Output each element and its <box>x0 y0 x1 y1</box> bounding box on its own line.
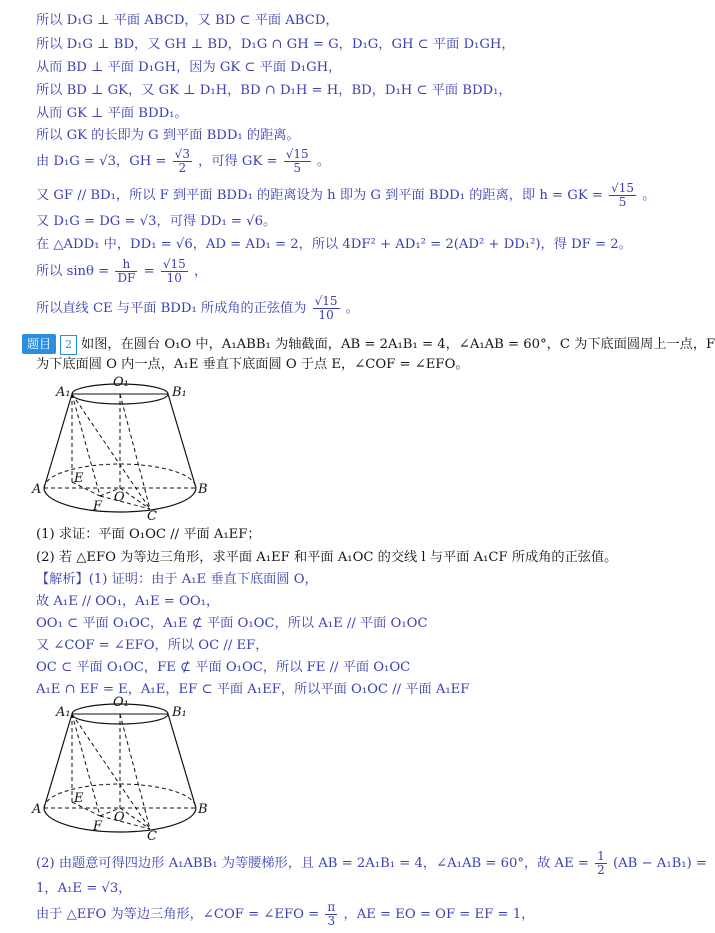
part2-line1: (2) 由题意可得四边形 A₁ABB₁ 为等腰梯形，且 AB = 2A₁B₁ = 4，∠A₁AB = 60°，故 AE = $\frac{1}{2}$ (AB − A₁B₁) = <box>36 849 707 877</box>
solution-line: 所以 D₁G ⊥ 平面 ABCD，又 BD ⊂ 平面 ABCD， <box>36 13 339 28</box>
solution-line: 所以 GK 的长即为 G 到平面 BDD₁ 的距离。 <box>36 128 300 143</box>
part2-line2: 1，A₁E = √3， <box>36 881 132 896</box>
part2-line3: 由于 △EFO 为等边三角形，∠COF = ∠EFO = $\frac{\pi}{3}$ ，AE = EO = OF = EF = 1， <box>36 900 535 928</box>
problem-tag: 题目 <box>22 334 56 354</box>
solution-line: 所以 BD ⊥ GK，又 GK ⊥ D₁H，BD ∩ D₁H = H，BD，D₁H ⊂ 平面 BDD₁， <box>36 83 512 98</box>
svg-text:E: E <box>74 471 84 486</box>
svg-text:A₁: A₁ <box>56 385 71 400</box>
svg-text:B: B <box>198 802 208 817</box>
solution-line-h: 又 GF // BD₁，所以 F 到平面 BDD₁ 的距离设为 h 即为 G 到平面 BDD₁ 的距离，即 h = GK = $\frac{√15}{5}$ 。 <box>36 181 656 209</box>
svg-text:B₁: B₁ <box>172 385 187 400</box>
solution-line: 又 D₁G = DG = √3，可得 DD₁ = √6。 <box>36 214 277 229</box>
problem-statement-line2: 为下底面圆 O 内一点，A₁E 垂直下底面圆 O 于点 E，∠COF = ∠EFO。 <box>36 357 469 372</box>
problem-number: 2 <box>60 335 77 355</box>
svg-text:O: O <box>114 490 125 505</box>
solution-line-sin: 所以 sinθ = $\frac{h}{DF}$ = $\frac{√15}{10}$ ， <box>36 257 208 285</box>
question-2: (2) 若 △EFO 为等边三角形，求平面 A₁EF 和平面 A₁OC 的交线 l 与平面 A₁CF 所成角的正弦值。 <box>36 550 618 565</box>
svg-text:O₁: O₁ <box>113 695 129 710</box>
solution-line-answer: 所以直线 CE 与平面 BDD₁ 所成角的正弦值为 $\frac{√15}{10}$ 。 <box>36 294 359 322</box>
svg-text:A₁: A₁ <box>56 705 71 720</box>
svg-text:A: A <box>32 802 42 817</box>
svg-text:B₁: B₁ <box>172 705 187 720</box>
analysis-line: OC ⊂ 平面 O₁OC，FE ⊄ 平面 O₁OC，所以 FE // 平面 O₁OC <box>36 660 411 675</box>
problem-statement-line1: 题目 2 如图，在圆台 O₁O 中，A₁ABB₁ 为轴截面，AB = 2A₁B₁ = 4，∠A₁AB = 60°，C 为下底面圆周上一点，F <box>22 334 715 355</box>
svg-text:F: F <box>93 499 103 514</box>
analysis-line: A₁E ∩ EF = E，A₁E，EF ⊂ 平面 A₁EF，所以平面 O₁OC // 平面 A₁EF <box>36 682 470 697</box>
svg-text:O₁: O₁ <box>113 375 129 390</box>
svg-text:E: E <box>74 791 84 806</box>
frustum-figure <box>30 375 210 524</box>
analysis-line: 又 ∠COF = ∠EFO，所以 OC // EF， <box>36 638 269 653</box>
svg-text:F: F <box>93 819 103 834</box>
question-1: (1) 求证：平面 O₁OC // 平面 A₁EF； <box>36 527 261 542</box>
analysis-line: 【解析】(1) 证明：由于 A₁E 垂直下底面圆 O， <box>36 572 318 587</box>
svg-text:O: O <box>114 810 125 825</box>
frustum-figure-2 <box>30 695 210 844</box>
solution-line-gk: 由 D₁G = √3，GH = $\frac{√3}{2}$ ，可得 GK = $\frac{√15}{5}$ 。 <box>36 147 331 175</box>
svg-text:C: C <box>147 829 157 844</box>
solution-line: 所以 D₁G ⊥ BD，又 GH ⊥ BD，D₁G ∩ GH = G，D₁G，GH ⊂ 平面 D₁GH， <box>36 37 515 52</box>
svg-text:A: A <box>32 482 42 497</box>
svg-text:C: C <box>147 509 157 524</box>
analysis-line: OO₁ ⊂ 平面 O₁OC，A₁E ⊄ 平面 O₁OC，所以 A₁E // 平面 O₁OC <box>36 616 428 631</box>
solution-line: 从而 GK ⊥ 平面 BDD₁。 <box>36 106 188 121</box>
svg-text:B: B <box>198 482 208 497</box>
analysis-line: 故 A₁E // OO₁，A₁E = OO₁， <box>36 594 220 609</box>
solution-line: 从而 BD ⊥ 平面 D₁GH，因为 GK ⊂ 平面 D₁GH， <box>36 60 342 75</box>
solution-line: 在 △ADD₁ 中，DD₁ = √6，AD = AD₁ = 2，所以 4DF² + AD₁² = 2(AD² + DD₁²)，得 DF = 2。 <box>36 237 632 252</box>
